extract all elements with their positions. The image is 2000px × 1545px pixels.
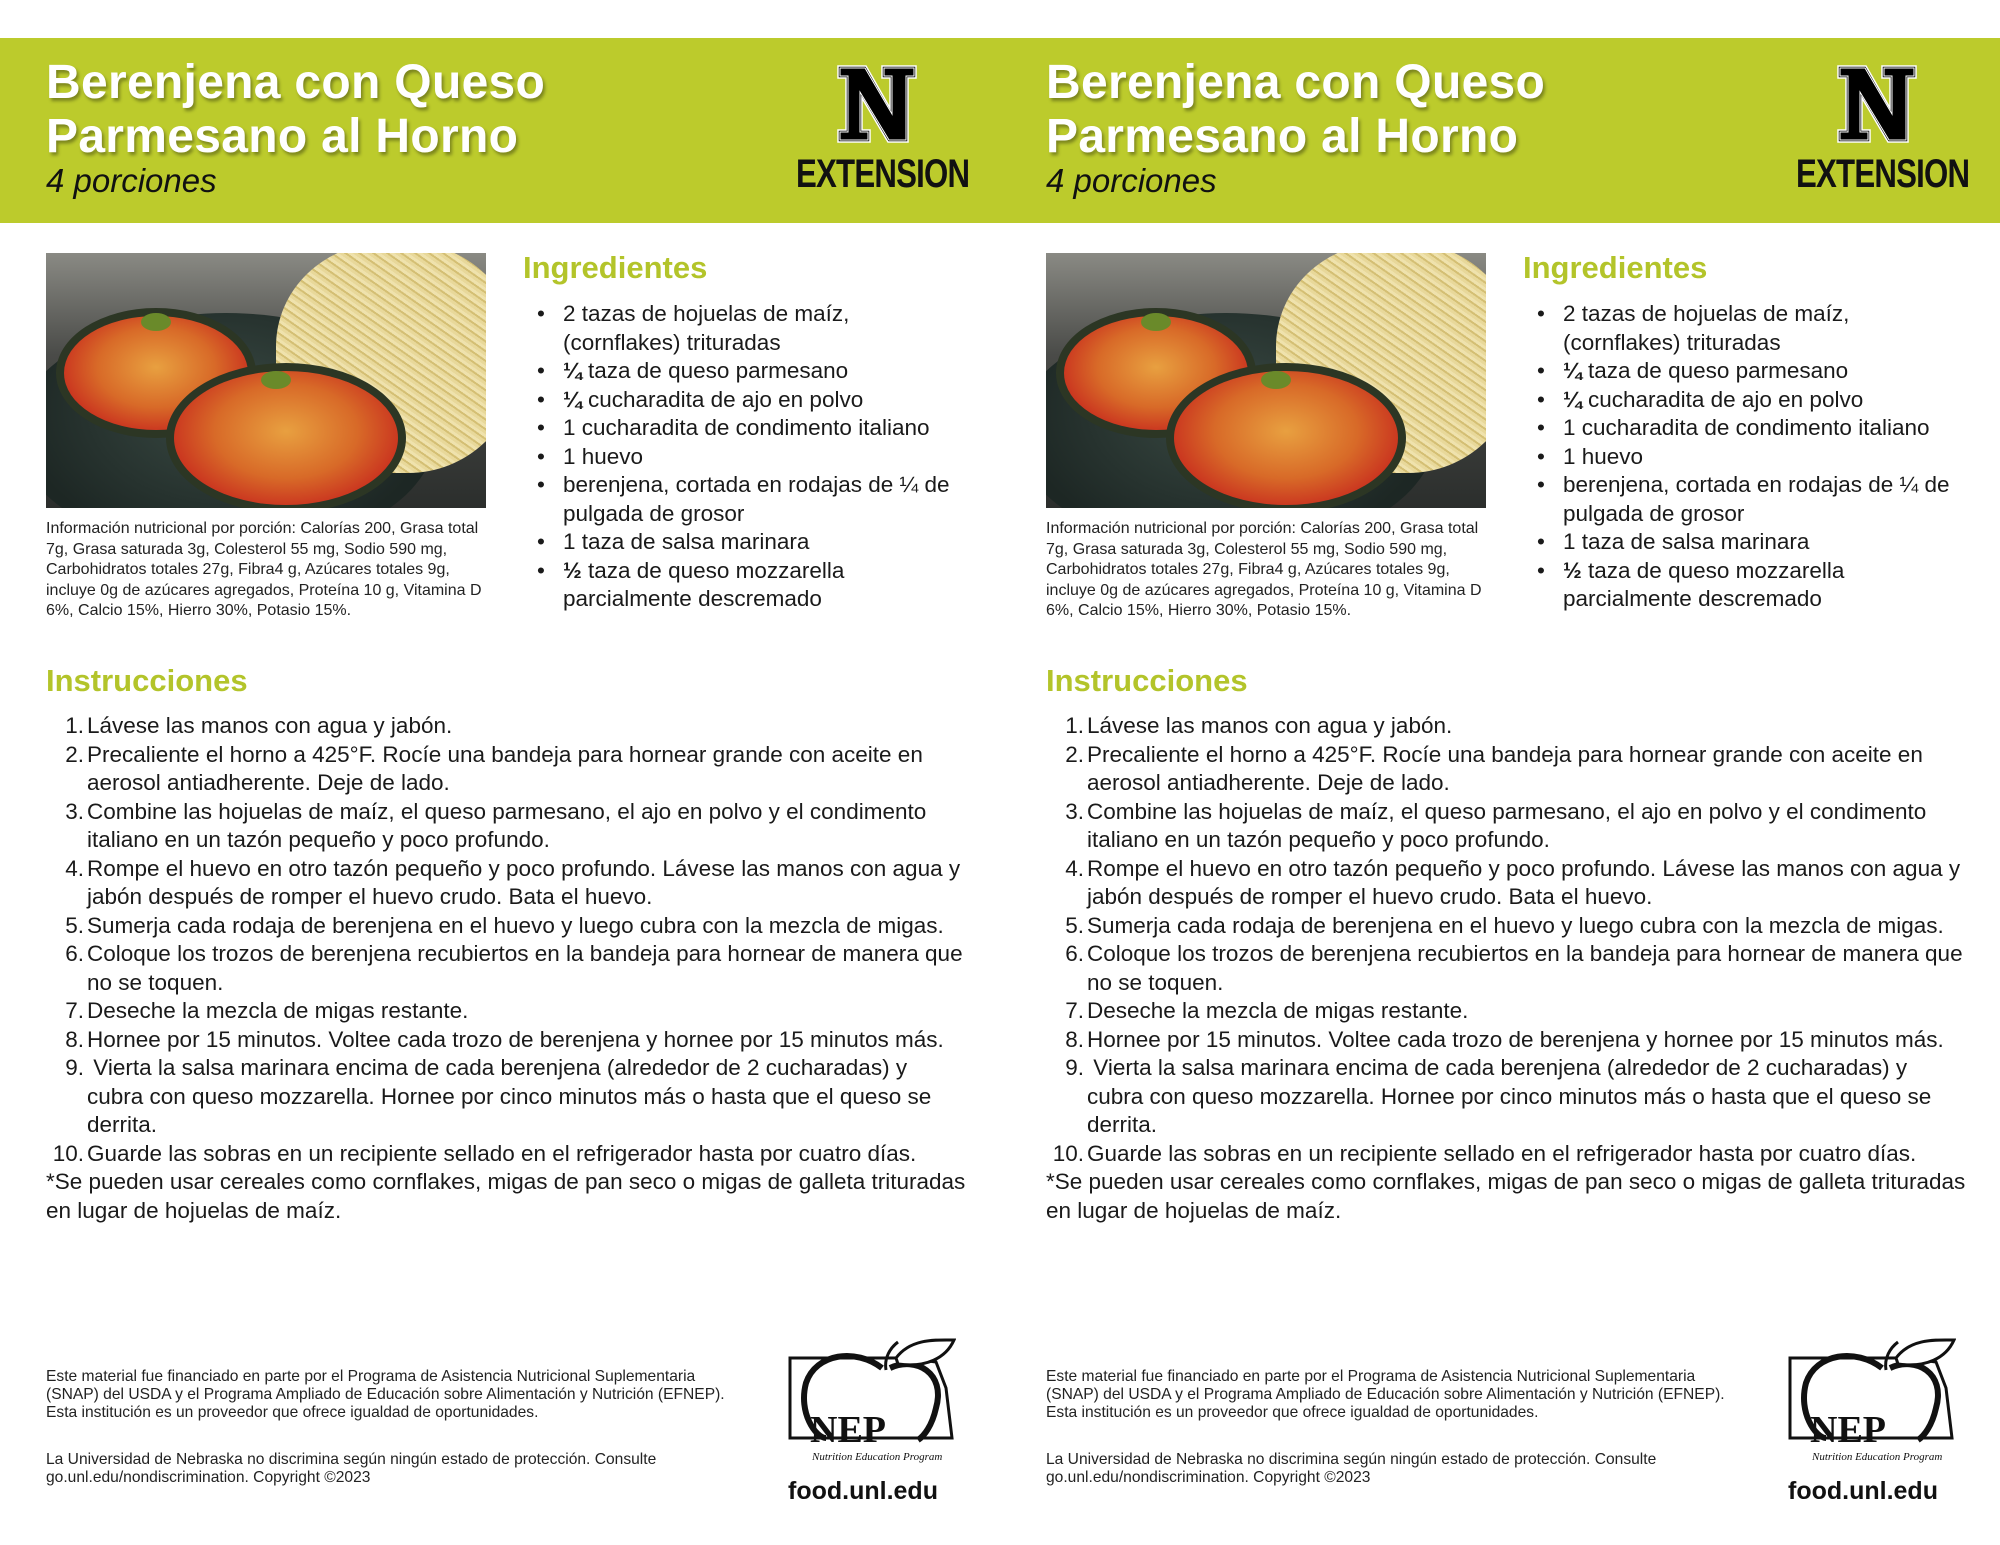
ingredient-item <box>523 386 963 415</box>
bullet-icon: • <box>537 557 545 583</box>
step-text: Vierta la salsa marinara encima de cada berenjena (alrededor de 2 cucharadas) y cubra con queso mozzarella. Hornee por cinco minutos más o hasta que el queso se derrita. <box>1087 1055 1938 1137</box>
ingredient-item <box>1523 557 1963 614</box>
instructions-list <box>1046 712 1969 1225</box>
bullet-icon: • <box>1537 557 1545 583</box>
ingredient-text: taza de queso parmesano <box>581 358 849 383</box>
instruction-step <box>1046 912 1966 941</box>
step-number: 7. <box>65 998 84 1023</box>
ingredients-heading: Ingredientes <box>1523 250 1708 285</box>
ingredient-item <box>523 414 963 443</box>
recipe-title <box>46 56 545 164</box>
bullet-icon: • <box>537 443 545 469</box>
step-text: Precaliente el horno a 425°F. Rocíe una bandeja para hornear grande con aceite en aerosol antiadherente. Deje de lado. <box>87 741 930 795</box>
step-text: Hornee por 15 minutos. Voltee cada trozo de berenjena y hornee por 15 minutos más. <box>1087 1026 1944 1052</box>
instruction-step <box>46 798 966 855</box>
title-line-2: Parmesano al Horno <box>1046 110 1519 163</box>
step-text: Lávese las manos con agua y jabón. <box>1087 713 1453 738</box>
step-text: Rompe el huevo en otro tazón pequeño y poco profundo. Lávese las manos con agua y jabón después de romper el huevo crudo. Bata el huevo. <box>1087 855 1967 909</box>
ingredient-item <box>1523 357 1963 386</box>
ingredient-text: taza de queso mozzarella parcialmente descremado <box>1563 557 1851 611</box>
nep-logo-subtitle: Nutrition Education Program <box>1812 1451 1943 1463</box>
servings: 4 porciones <box>46 162 217 199</box>
instruction-step <box>46 1054 966 1140</box>
servings: 4 porciones <box>1046 162 1217 199</box>
instructions-list <box>46 712 969 1225</box>
ingredient-text: 1 cucharadita de condimento italiano <box>1563 415 1930 440</box>
ingredient-item <box>523 528 963 557</box>
ingredient-quantity: ½ <box>563 557 582 583</box>
nutrition-info: Información nutricional por porción: Calorías 200, Grasa total 7g, Grasa saturada 3g, Colesterol 55 mg, Sodio 590 mg, Carbohidratos totales 27g, Fibra4 g, Azúcares totales 9g, incluye 0g de azúcares agregados, Proteína 10 g, Vitamina D 6%, Calcio 15%, Hierro 30%, Potasio 15%. <box>1046 520 1482 620</box>
bullet-icon: • <box>1537 472 1545 497</box>
instruction-step <box>46 940 969 997</box>
website-link[interactable]: food.unl.edu <box>788 1477 938 1505</box>
instruction-step <box>46 1140 966 1169</box>
step-text: Deseche la mezcla de migas restante. <box>1087 998 1469 1023</box>
step-text: Precaliente el horno a 425°F. Rocíe una bandeja para hornear grande con aceite en aerosol antiadherente. Deje de lado. <box>1087 741 1930 795</box>
step-text: Rompe el huevo en otro tazón pequeño y poco profundo. Lávese las manos con agua y jabón después de romper el huevo crudo. Bata el huevo. <box>87 855 967 909</box>
bullet-icon: • <box>1537 529 1545 554</box>
step-number: 5. <box>1065 912 1084 938</box>
step-number: 8. <box>1065 1026 1084 1052</box>
bullet-icon: • <box>537 415 545 440</box>
ingredient-item <box>523 300 963 357</box>
ingredient-text: cucharadita de ajo en polvo <box>1581 386 1864 412</box>
step-number: 3. <box>1065 798 1084 824</box>
ingredient-item <box>1523 300 1963 357</box>
instruction-step <box>1046 940 1969 997</box>
ingredient-item <box>1523 471 1963 528</box>
bullet-icon: • <box>537 472 545 497</box>
step-text: Hornee por 15 minutos. Voltee cada trozo de berenjena y hornee por 15 minutos más. <box>87 1026 944 1052</box>
step-text: Guarde las sobras en un recipiente sellado en el refrigerador hasta por cuatro días. <box>1087 1140 1917 1166</box>
ingredient-text: taza de queso mozzarella parcialmente descremado <box>563 557 851 611</box>
instruction-step <box>46 1026 966 1055</box>
instruction-step <box>46 741 966 798</box>
bullet-icon: • <box>1537 358 1545 383</box>
nondiscrimination-statement: La Universidad de Nebraska no discrimina según ningún estado de protección. Consulte go.unl.edu/nondiscrimination. Copyright ©2023 <box>1046 1451 1657 1486</box>
bullet-icon: • <box>1537 386 1545 412</box>
step-text: Coloque los trozos de berenjena recubiertos en la bandeja para hornear de manera que no se toquen. <box>87 941 969 995</box>
step-text: Sumerja cada rodaja de berenjena en el huevo y luego cubra con la mezcla de migas. <box>87 912 944 938</box>
ingredient-text: 1 taza de salsa marinara <box>563 529 810 554</box>
instructions-heading: Instrucciones <box>1046 663 1248 698</box>
ingredient-text: 1 huevo <box>1563 443 1644 469</box>
ingredient-item <box>1523 443 1963 472</box>
recipe-title <box>1046 56 1545 164</box>
bullet-icon: • <box>537 358 545 383</box>
bullet-icon: • <box>1537 443 1545 469</box>
step-text: Combine las hojuelas de maíz, el queso parmesano, el ajo en polvo y el condimento italiano en un tazón pequeño y poco profundo. <box>87 798 933 852</box>
step-number: 9. <box>1065 1055 1084 1080</box>
step-number: 6. <box>1065 941 1084 966</box>
ingredient-text: 2 tazas de hojuelas de maíz, (cornflakes) trituradas <box>563 301 856 355</box>
step-number: 10. <box>1052 1140 1084 1166</box>
ingredient-quantity: ¼ <box>1563 386 1582 412</box>
step-number: 2. <box>65 741 84 767</box>
extension-logo-text: EXTENSION <box>1796 152 1970 196</box>
nep-logo-subtitle: Nutrition Education Program <box>812 1451 943 1463</box>
step-number: 10. <box>52 1140 84 1166</box>
recipe-card-right <box>1000 0 2000 1545</box>
ingredients-list <box>523 300 963 614</box>
step-text: Deseche la mezcla de migas restante. <box>87 998 469 1023</box>
nebraska-n-logo-icon <box>1836 64 1918 144</box>
step-number: 2. <box>1065 741 1084 767</box>
step-text: Vierta la salsa marinara encima de cada berenjena (alrededor de 2 cucharadas) y cubra con queso mozzarella. Hornee por cinco minutos más o hasta que el queso se derrita. <box>87 1055 938 1137</box>
title-line-2: Parmesano al Horno <box>46 110 519 163</box>
instruction-step <box>1046 855 1966 912</box>
bullet-icon: • <box>1537 415 1545 440</box>
step-text: Combine las hojuelas de maíz, el queso parmesano, el ajo en polvo y el condimento italiano en un tazón pequeño y poco profundo. <box>1087 798 1933 852</box>
instruction-step <box>46 855 966 912</box>
footnote: *Se pueden usar cereales como cornflakes, migas de pan seco o migas de galleta trituradas en lugar de hojuelas de maíz. <box>1046 1169 1966 1223</box>
nep-logo-text: NEP <box>1810 1409 1886 1451</box>
instruction-step <box>1046 1026 1966 1055</box>
step-number: 5. <box>65 912 84 938</box>
ingredient-item <box>1523 386 1963 415</box>
ingredient-quantity: ½ <box>1563 557 1582 583</box>
instruction-step <box>1046 997 1966 1026</box>
ingredient-quantity: ¼ <box>1563 358 1582 383</box>
step-number: 4. <box>1065 855 1084 881</box>
instruction-step <box>1046 741 1966 798</box>
bullet-icon: • <box>1537 301 1545 326</box>
ingredient-text: 1 huevo <box>563 443 644 469</box>
recipe-photo <box>1046 253 1486 508</box>
step-text: Coloque los trozos de berenjena recubiertos en la bandeja para hornear de manera que no se toquen. <box>1087 941 1969 995</box>
recipe-photo <box>46 253 486 508</box>
step-number: 1. <box>65 713 84 738</box>
ingredient-quantity: ¼ <box>563 386 582 412</box>
step-number: 3. <box>65 798 84 824</box>
title-line-1: Berenjena con Queso <box>1046 56 1546 109</box>
ingredient-text: 2 tazas de hojuelas de maíz, (cornflakes) trituradas <box>1563 301 1856 355</box>
bullet-icon: • <box>537 301 545 326</box>
instruction-step <box>1046 712 1966 741</box>
step-number: 9. <box>65 1055 84 1080</box>
ingredient-item <box>523 443 963 472</box>
footnote: *Se pueden usar cereales como cornflakes, migas de pan seco o migas de galleta trituradas en lugar de hojuelas de maíz. <box>46 1169 966 1223</box>
ingredient-text: 1 cucharadita de condimento italiano <box>563 415 930 440</box>
instruction-step <box>1046 1054 1966 1140</box>
step-number: 6. <box>65 941 84 966</box>
ingredient-text: berenjena, cortada en rodajas de ¼ de pulgada de grosor <box>1563 472 1956 526</box>
instruction-step <box>1046 1140 1966 1169</box>
funding-statement: Este material fue financiado en parte por el Programa de Asistencia Nutricional Suplementaria (SNAP) del USDA y el Programa Ampliado de Educación sobre Alimentación y Nutrición (EFNEP). Esta institución es un proveedor que ofrece igualdad de oportunidades. <box>46 1368 725 1421</box>
nep-apple-logo-icon <box>786 1338 956 1466</box>
website-link[interactable]: food.unl.edu <box>1788 1477 1938 1505</box>
ingredient-quantity: ¼ <box>563 358 582 383</box>
instruction-step <box>46 997 966 1026</box>
ingredient-text: taza de queso parmesano <box>1581 358 1849 383</box>
bullet-icon: • <box>537 386 545 412</box>
step-number: 1. <box>1065 713 1084 738</box>
instruction-step <box>46 912 966 941</box>
nep-apple-logo-icon <box>1786 1338 1956 1466</box>
step-text: Lávese las manos con agua y jabón. <box>87 713 453 738</box>
nondiscrimination-statement: La Universidad de Nebraska no discrimina según ningún estado de protección. Consulte go.unl.edu/nondiscrimination. Copyright ©2023 <box>46 1451 657 1486</box>
ingredients-heading: Ingredientes <box>523 250 708 285</box>
ingredient-text: berenjena, cortada en rodajas de ¼ de pulgada de grosor <box>563 472 956 526</box>
bullet-icon: • <box>537 529 545 554</box>
ingredient-item <box>523 557 963 614</box>
instructions-heading: Instrucciones <box>46 663 248 698</box>
nep-logo-text: NEP <box>810 1409 886 1451</box>
ingredients-list <box>1523 300 1963 614</box>
nebraska-n-logo-icon <box>836 64 918 144</box>
title-line-1: Berenjena con Queso <box>46 56 546 109</box>
ingredient-item <box>523 357 963 386</box>
step-number: 4. <box>65 855 84 881</box>
step-number: 7. <box>1065 998 1084 1023</box>
step-text: Guarde las sobras en un recipiente sellado en el refrigerador hasta por cuatro días. <box>87 1140 917 1166</box>
ingredient-item <box>1523 414 1963 443</box>
ingredient-item <box>523 471 963 528</box>
instruction-step <box>1046 798 1966 855</box>
step-number: 8. <box>65 1026 84 1052</box>
instruction-step <box>46 712 966 741</box>
ingredient-item <box>1523 528 1963 557</box>
ingredient-text: cucharadita de ajo en polvo <box>581 386 864 412</box>
nutrition-info: Información nutricional por porción: Calorías 200, Grasa total 7g, Grasa saturada 3g, Colesterol 55 mg, Sodio 590 mg, Carbohidratos totales 27g, Fibra4 g, Azúcares totales 9g, incluye 0g de azúcares agregados, Proteína 10 g, Vitamina D 6%, Calcio 15%, Hierro 30%, Potasio 15%. <box>46 520 482 620</box>
funding-statement: Este material fue financiado en parte por el Programa de Asistencia Nutricional Suplementaria (SNAP) del USDA y el Programa Ampliado de Educación sobre Alimentación y Nutrición (EFNEP). Esta institución es un proveedor que ofrece igualdad de oportunidades. <box>1046 1368 1725 1421</box>
step-text: Sumerja cada rodaja de berenjena en el huevo y luego cubra con la mezcla de migas. <box>1087 912 1944 938</box>
ingredient-text: 1 taza de salsa marinara <box>1563 529 1810 554</box>
extension-logo-text: EXTENSION <box>796 152 970 196</box>
